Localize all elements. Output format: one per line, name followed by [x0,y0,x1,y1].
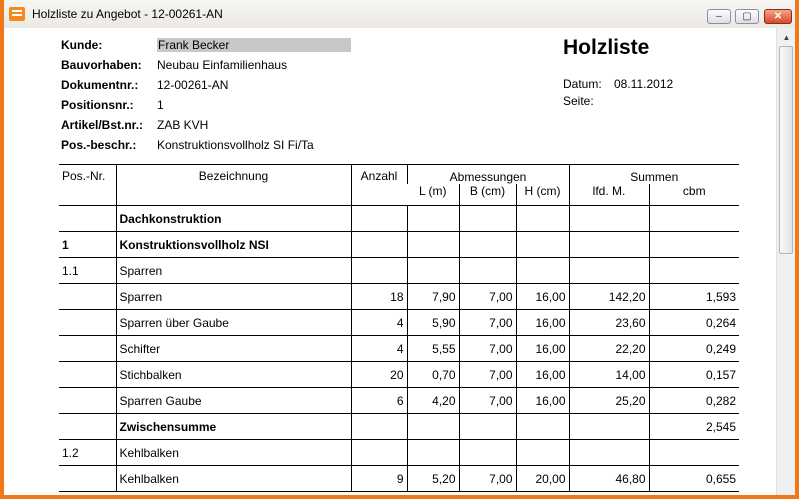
customer-value: Frank Becker [157,38,351,52]
window-title: Holzliste zu Angebot - 12-00261-AN [32,7,223,21]
cell-height [516,258,569,284]
cell-cubic-meters [649,232,739,258]
cell-width: 7,00 [459,336,516,362]
position-description-value: Konstruktionsvollholz SI Fi/Ta [157,138,314,152]
cell-width [459,440,516,466]
scrollbar-thumb[interactable] [779,46,793,254]
cell-running-meters: 25,20 [569,388,649,414]
table-row [59,440,739,466]
cell-description: Zwischensumme [116,414,351,440]
cell-width [459,258,516,284]
cell-height [516,414,569,440]
cell-cubic-meters [649,440,739,466]
page-label: Seite: [563,94,594,108]
cell-height: 16,00 [516,388,569,414]
date-label: Datum: [563,77,602,91]
app-icon [9,7,25,21]
cell-cubic-meters: 0,655 [649,466,739,492]
column-header-width: B (cm) [459,184,516,206]
cell-height: 16,00 [516,310,569,336]
cell-cubic-meters: 0,157 [649,362,739,388]
column-header-height: H (cm) [516,184,569,206]
cell-position [59,414,116,440]
maximize-button[interactable]: ▢ [735,9,759,24]
minimize-button[interactable]: ‒ [707,9,731,24]
cell-width: 7,00 [459,362,516,388]
vertical-scrollbar[interactable] [776,28,796,495]
cell-cubic-meters: 1,593 [649,284,739,310]
cell-description: Sparren [116,284,351,310]
table-row [59,310,739,336]
close-button[interactable]: ✕ [764,9,792,24]
cell-running-meters [569,414,649,440]
table-row [59,258,739,284]
cell-position [59,388,116,414]
cell-running-meters: 22,20 [569,336,649,362]
cell-quantity [351,414,407,440]
cell-height: 16,00 [516,336,569,362]
cell-length [407,440,459,466]
table-row [59,466,739,492]
cell-description: Kehlbalken [116,466,351,492]
cell-width [459,232,516,258]
cell-height [516,232,569,258]
cell-height [516,440,569,466]
document-title: Holzliste [563,36,650,59]
cell-quantity: 6 [351,388,407,414]
timber-list-table [59,164,739,492]
cell-description: Sparren über Gaube [116,310,351,336]
table-row [59,284,739,310]
cell-description: Konstruktionsvollholz NSI [116,232,351,258]
position-number-value: 1 [157,98,164,112]
cell-cubic-meters: 0,249 [649,336,739,362]
cell-cubic-meters [649,258,739,284]
cell-position [59,336,116,362]
cell-description: Schifter [116,336,351,362]
cell-quantity: 4 [351,310,407,336]
cell-quantity: 4 [351,336,407,362]
column-header-running-meters: lfd. M. [569,184,649,206]
title-bar[interactable] [4,0,795,29]
date-value: 08.11.2012 [614,77,674,91]
customer-label: Kunde: [61,38,103,52]
cell-quantity: 9 [351,466,407,492]
cell-length [407,414,459,440]
cell-description: Sparren [116,258,351,284]
cell-running-meters [569,206,649,232]
cell-cubic-meters: 0,264 [649,310,739,336]
cell-quantity [351,206,407,232]
cell-height: 16,00 [516,284,569,310]
scroll-up-arrow-icon[interactable]: ▲ [782,33,791,42]
cell-height: 16,00 [516,362,569,388]
position-description-label: Pos.-beschr.: [61,138,137,152]
cell-quantity [351,258,407,284]
table-row [59,388,739,414]
position-number-label: Positionsnr.: [61,98,134,112]
table-row [59,414,739,440]
cell-position [59,362,116,388]
cell-running-meters: 46,80 [569,466,649,492]
cell-length [407,232,459,258]
cell-position [59,284,116,310]
cell-quantity [351,440,407,466]
table-row [59,336,739,362]
cell-length [407,258,459,284]
table-row [59,206,739,232]
cell-length [407,206,459,232]
cell-position [59,310,116,336]
cell-position: 1.2 [59,440,116,466]
cell-length: 7,90 [407,284,459,310]
cell-length: 0,70 [407,362,459,388]
cell-running-meters [569,258,649,284]
document-number-label: Dokumentnr.: [61,78,139,92]
cell-height: 20,00 [516,466,569,492]
cell-position [59,206,116,232]
cell-position: 1.1 [59,258,116,284]
cell-cubic-meters: 2,545 [649,414,739,440]
cell-width [459,206,516,232]
cell-quantity: 18 [351,284,407,310]
cell-width: 7,00 [459,284,516,310]
cell-running-meters: 23,60 [569,310,649,336]
cell-width: 7,00 [459,388,516,414]
cell-length: 4,20 [407,388,459,414]
cell-description: Stichbalken [116,362,351,388]
cell-width [459,414,516,440]
cell-width: 7,00 [459,310,516,336]
column-header-cubic-meters: cbm [649,184,739,206]
cell-running-meters [569,440,649,466]
cell-quantity: 20 [351,362,407,388]
cell-cubic-meters: 0,282 [649,388,739,414]
cell-position: 1 [59,232,116,258]
cell-width: 7,00 [459,466,516,492]
cell-cubic-meters [649,206,739,232]
cell-length: 5,20 [407,466,459,492]
cell-running-meters [569,232,649,258]
cell-quantity [351,232,407,258]
column-header-description: Bezeichnung [116,165,351,206]
project-label: Bauvorhaben: [61,58,142,72]
column-header-quantity: Anzahl [351,165,407,206]
article-label: Artikel/Bst.nr.: [61,118,144,132]
cell-length: 5,90 [407,310,459,336]
cell-running-meters: 142,20 [569,284,649,310]
report-page [4,28,776,495]
project-value: Neubau Einfamilienhaus [157,58,288,72]
column-group-dimensions: Abmessungen [407,165,569,185]
cell-length: 5,55 [407,336,459,362]
article-value: ZAB KVH [157,118,209,132]
table-row [59,232,739,258]
cell-description: Kehlbalken [116,440,351,466]
column-header-length: L (m) [407,184,459,206]
table-row [59,362,739,388]
column-group-totals: Summen [569,165,739,185]
cell-description: Sparren Gaube [116,388,351,414]
cell-description: Dachkonstruktion [116,206,351,232]
cell-running-meters: 14,00 [569,362,649,388]
cell-height [516,206,569,232]
cell-position [59,466,116,492]
column-header-position: Pos.-Nr. [59,165,116,206]
document-number-value: 12-00261-AN [157,78,229,92]
